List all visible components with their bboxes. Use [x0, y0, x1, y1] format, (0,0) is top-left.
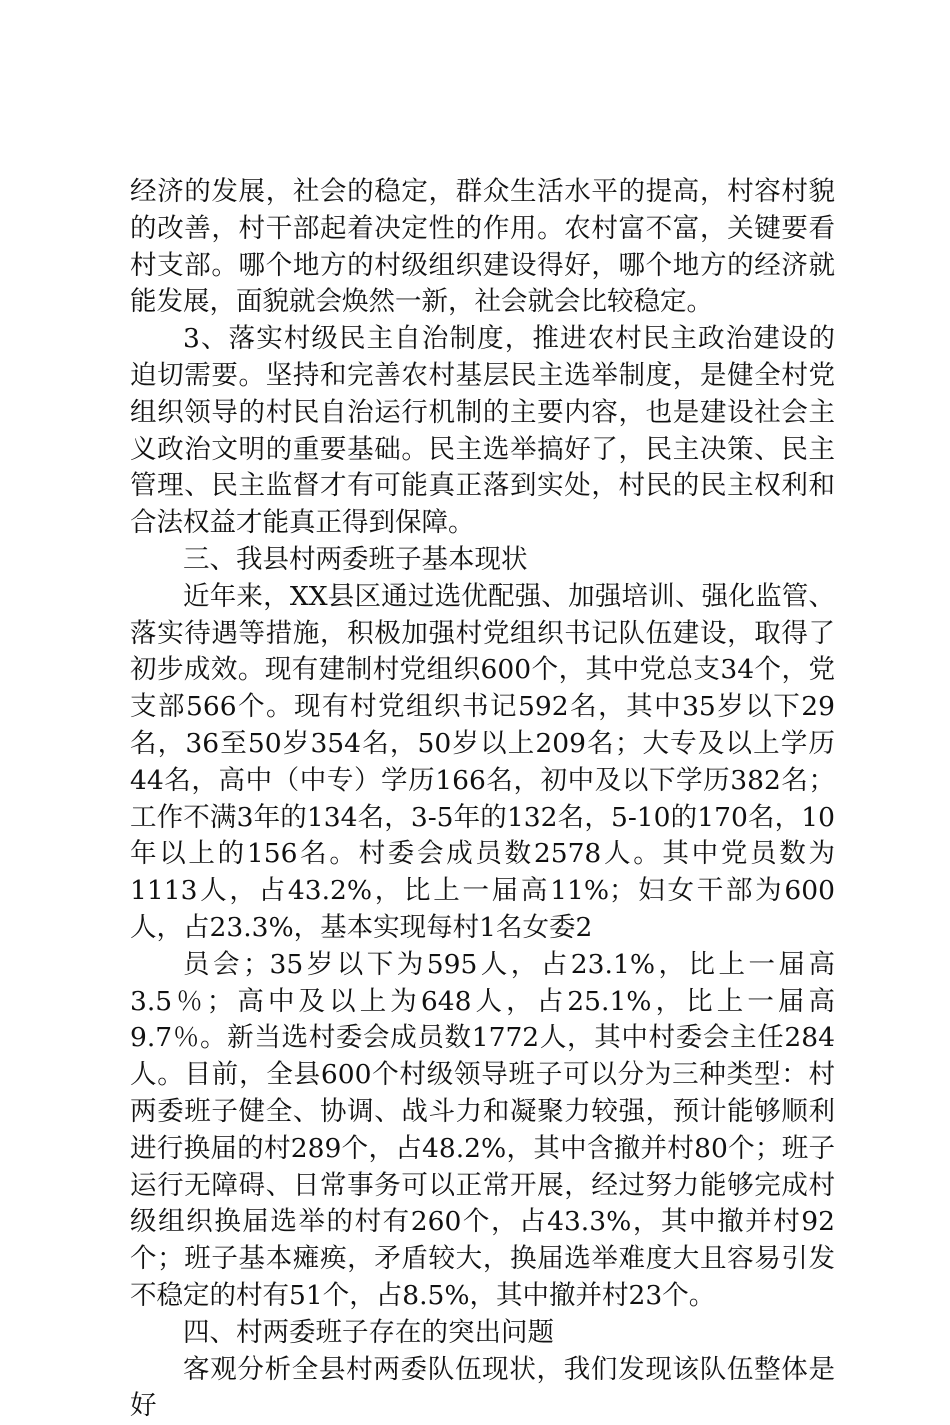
section-heading: 三、我县村两委班子基本现状	[130, 542, 835, 579]
body-paragraph: 经济的发展，社会的稳定，群众生活水平的提高，村容村貌的改善，村干部起着决定性的作用。农村富不富，关键要看村支部。哪个地方的村级组织建设得好，哪个地方的经济就能发展，面貌就会焕然一新，社会就会比较稳定。	[130, 174, 835, 321]
body-paragraph: 3、落实村级民主自治制度，推进农村民主政治建设的迫切需要。坚持和完善农村基层民主选举制度，是健全村党组织领导的村民自治运行机制的主要内容，也是建设社会主义政治文明的重要基础。民主选举搞好了，民主决策、民主管理、民主监督才有可能真正落到实处，村民的民主权利和合法权益才能真正得到保障。	[130, 321, 835, 542]
body-paragraph: 员会；35岁以下为595人，占23.1%，比上一届高3.5％；高中及以上为648人，占25.1%，比上一届高9.7％。新当选村委会成员数1772人，其中村委会主任284人。目前，全县600个村级领导班子可以分为三种类型：村两委班子健全、协调、战斗力和凝聚力较强，预计能够顺利进行换届的村289个，占48.2%，其中含撤并村80个；班子运行无障碍、日常事务可以正常开展，经过努力能够完成村级组织换届选举的村有260个，占43.3%，其中撤并村92个；班子基本瘫痪，矛盾较大，换届选举难度大且容易引发不稳定的村有51个，占8.5%，其中撤并村23个。	[130, 947, 835, 1315]
section-heading: 四、村两委班子存在的突出问题	[130, 1315, 835, 1352]
body-paragraph: 客观分析全县村两委队伍现状，我们发现该队伍整体是好	[130, 1352, 835, 1425]
document-body	[130, 174, 835, 1425]
body-paragraph: 近年来，XX县区通过选优配强、加强培训、强化监管、落实待遇等措施，积极加强村党组织书记队伍建设，取得了初步成效。现有建制村党组织600个，其中党总支34个，党支部566个。现有村党组织书记592名，其中35岁以下29名，36至50岁354名，50岁以上209名；大专及以上学历44名，高中（中专）学历166名，初中及以下学历382名；工作不满3年的134名，3-5年的132名，5-10的170名，10年以上的156名。村委会成员数2578人。其中党员数为1113人，占43.2%，比上一届高11%；妇女干部为600人，占23.3%，基本实现每村1名女委2	[130, 579, 835, 947]
